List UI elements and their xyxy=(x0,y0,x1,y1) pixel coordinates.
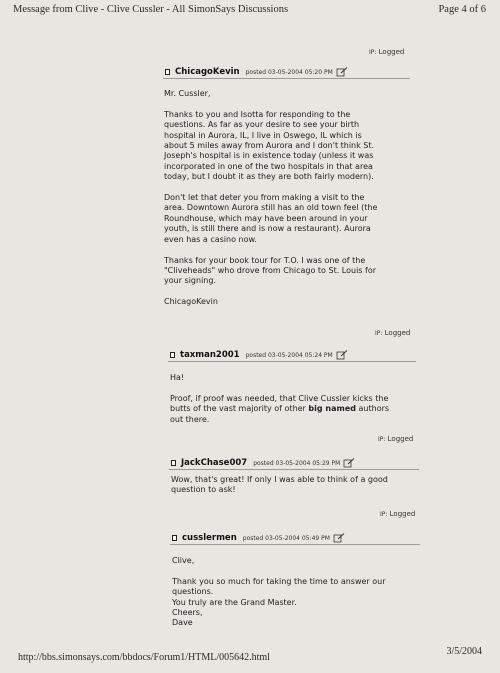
post-line: about 5 miles away from Aurora and I don't think St. xyxy=(164,141,375,151)
post-body-3 xyxy=(171,475,433,496)
edit-icon[interactable] xyxy=(333,533,345,543)
document-icon xyxy=(165,69,170,75)
post-line xyxy=(172,566,434,576)
author-name[interactable]: JackChase007 xyxy=(181,458,248,468)
post-header-1 xyxy=(165,67,348,77)
post-body-1 xyxy=(164,89,424,308)
post-line: questions. As far as your desire to see your birth xyxy=(164,120,360,130)
post-header-2 xyxy=(170,350,348,360)
post-text: butts of the vast majority of other xyxy=(170,404,306,414)
post-line: Wow, that's great! If only I was able to think of a good xyxy=(171,475,388,484)
post-line: Dave xyxy=(172,618,193,628)
document-icon xyxy=(171,460,176,466)
post-line xyxy=(170,404,430,414)
ip-label: IP: xyxy=(375,330,383,337)
ip-logged-3 xyxy=(378,435,413,443)
page-url: http://bbs.simonsays.com/bbdocs/Forum1/HTML/005642.html xyxy=(18,652,270,663)
ip-logged-link[interactable]: Logged xyxy=(387,435,414,443)
post-line: Cheers, xyxy=(172,608,203,618)
post-divider xyxy=(169,469,419,470)
document-icon xyxy=(172,535,177,541)
post-line: question to ask! xyxy=(171,485,236,495)
post-line: questions. xyxy=(172,587,214,597)
ip-logged-link[interactable]: Logged xyxy=(384,329,411,337)
post-line: youth, is still there and is now a restaurant). Aurora xyxy=(164,224,371,234)
document-title: Message from Clive - Clive Cussler - All SimonSays Discussions xyxy=(13,4,289,15)
document-icon xyxy=(170,352,175,358)
author-name[interactable]: ChicagoKevin xyxy=(175,67,240,77)
post-line: "Cliveheads" who drove from Chicago to St. Louis for xyxy=(164,265,377,275)
post-line: out there. xyxy=(170,414,210,424)
post-timestamp: posted 03-05-2004 05:24 PM xyxy=(245,351,333,359)
post-line: today, but I doubt it as they are both fairly modern). xyxy=(164,172,374,182)
post-text: authors xyxy=(355,404,390,414)
post-divider xyxy=(170,544,420,545)
post-line: Clive, xyxy=(172,556,195,565)
post-line xyxy=(164,287,424,297)
post-line xyxy=(164,245,424,255)
post-body-2 xyxy=(170,373,430,425)
author-name[interactable]: taxman2001 xyxy=(180,350,240,360)
ip-logged-1 xyxy=(369,48,404,56)
post-line: hospital in Aurora, IL, I live in Oswego, IL which is xyxy=(164,130,362,140)
ip-label: IP: xyxy=(380,511,388,518)
post-line: even has a casino now. xyxy=(164,234,257,244)
post-header-3 xyxy=(171,458,355,468)
post-line: Roundhouse, which may have been around in your xyxy=(164,213,368,223)
post-line: incorporated in one of the two hospitals in that area xyxy=(164,161,373,171)
ip-logged-2 xyxy=(375,329,410,337)
post-line: Thanks for your book tour for T.O. I was one of the xyxy=(164,255,366,265)
ip-label: IP: xyxy=(378,436,386,443)
post-line: ChicagoKevin xyxy=(164,297,218,307)
ip-logged-link[interactable]: Logged xyxy=(378,48,405,56)
post-line xyxy=(164,183,424,193)
post-line xyxy=(170,383,430,393)
post-body-4 xyxy=(172,556,434,629)
author-name[interactable]: cusslermen xyxy=(182,533,237,543)
print-date: 3/5/2004 xyxy=(446,646,482,657)
post-line: You truly are the Grand Master. xyxy=(172,597,297,607)
edit-icon[interactable] xyxy=(336,350,348,360)
post-divider xyxy=(168,361,416,362)
post-divider xyxy=(163,78,410,79)
page-number: Page 4 of 6 xyxy=(438,4,486,15)
post-line: Joseph's hospital is in existence today (unless it was xyxy=(164,151,374,161)
ip-logged-4 xyxy=(380,510,415,518)
post-line: Proof, if proof was needed, that Clive Cussler kicks the xyxy=(170,393,389,403)
post-header-4 xyxy=(172,533,345,543)
edit-icon[interactable] xyxy=(343,458,355,468)
post-line xyxy=(164,99,424,109)
post-timestamp: posted 03-05-2004 05:49 PM xyxy=(242,534,330,542)
post-line: Mr. Cussler, xyxy=(164,89,211,98)
post-timestamp: posted 03-05-2004 05:20 PM xyxy=(245,68,333,76)
post-line: Ha! xyxy=(170,373,185,382)
post-line: Thank you so much for taking the time to answer our xyxy=(172,576,386,586)
bold-text: big named xyxy=(308,404,356,414)
ip-label: IP: xyxy=(369,49,377,56)
post-line: Thanks to you and Isotta for responding to the xyxy=(164,109,351,119)
post-line: Don't let that deter you from making a visit to the xyxy=(164,193,365,203)
ip-logged-link[interactable]: Logged xyxy=(389,510,416,518)
post-line: area. Downtown Aurora still has an old town feel (the xyxy=(164,203,378,213)
post-timestamp: posted 03-05-2004 05:29 PM xyxy=(253,459,341,467)
edit-icon[interactable] xyxy=(336,67,348,77)
post-line: your signing. xyxy=(164,276,216,286)
